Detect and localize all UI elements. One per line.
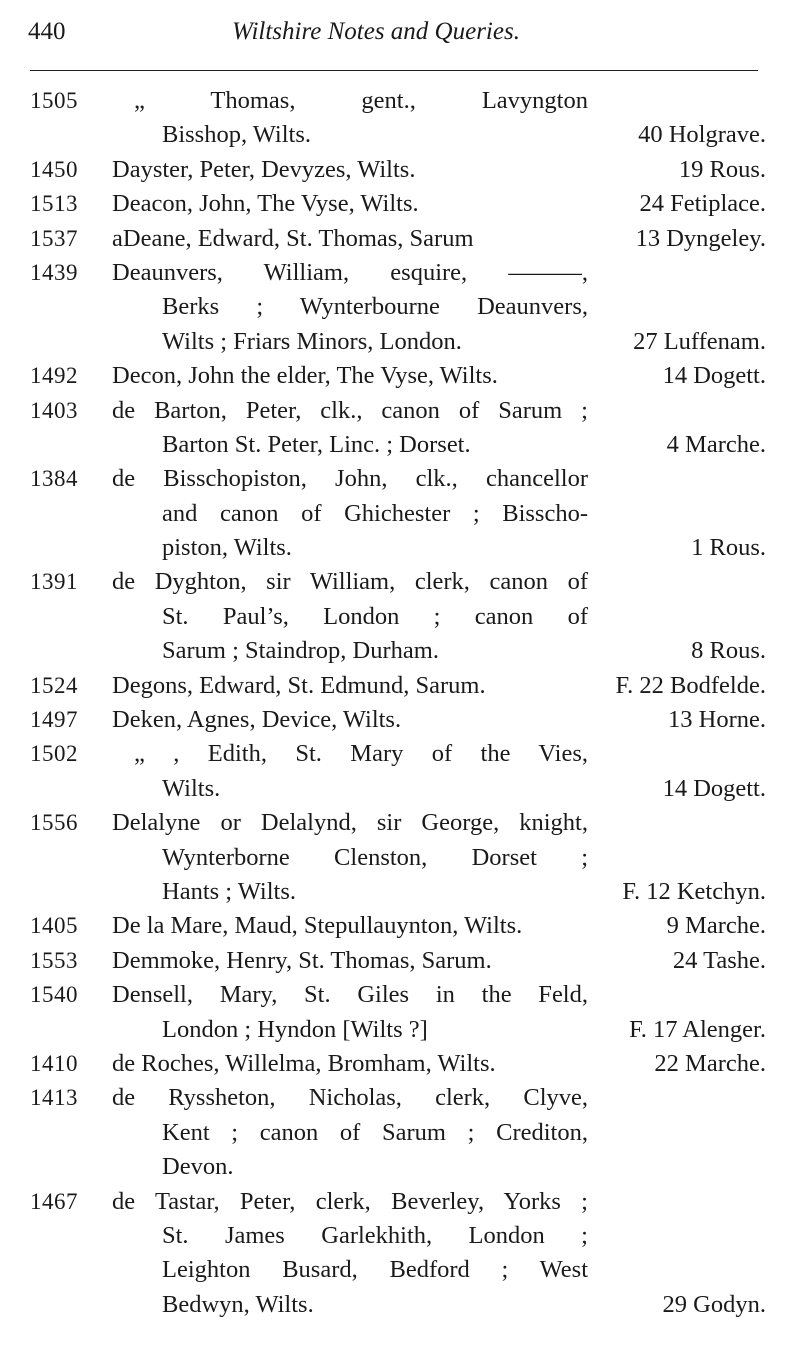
entry-year: 1524: [30, 672, 78, 698]
entry-text: de Dyghton, sir William, clerk, canon of: [112, 568, 588, 596]
entry-year: 1410: [30, 1050, 78, 1076]
entry-line: [0, 703, 800, 737]
register-entry: [0, 703, 800, 737]
entry-text: Deaunvers, William, esquire, ———,: [112, 258, 588, 286]
entry-line: [0, 359, 800, 393]
entry-text: Bisshop, Wilts.: [162, 121, 311, 149]
entry-text: Decon, John the elder, The Vyse, Wilts.: [112, 362, 498, 390]
entry-reference: 1 Rous.: [691, 534, 766, 562]
entry-year: 1556: [30, 810, 78, 836]
entry-list: [0, 84, 800, 1322]
entry-reference: 9 Marche.: [666, 912, 766, 940]
entry-reference: 29 Godyn.: [662, 1290, 766, 1318]
register-entry: [0, 394, 800, 463]
entry-reference: 40 Holgrave.: [638, 121, 766, 149]
register-entry: [0, 978, 800, 1047]
register-entry: [0, 187, 800, 221]
entry-line: [0, 875, 800, 909]
entry-line: [0, 256, 800, 290]
register-entry: [0, 256, 800, 359]
entry-year: 1467: [30, 1188, 78, 1214]
entry-text: Wilts ; Friars Minors, London.: [162, 327, 462, 355]
running-title: Wiltshire Notes and Queries.: [232, 18, 520, 45]
entry-text: Deken, Agnes, Device, Wilts.: [112, 706, 402, 734]
entry-line: [0, 394, 800, 428]
entry-line: [0, 806, 800, 840]
entry-year: 1540: [30, 982, 78, 1008]
entry-reference: 22 Marche.: [654, 1049, 766, 1077]
entry-line: [0, 1081, 800, 1115]
entry-year: 1413: [30, 1085, 78, 1111]
entry-text: St. James Garlekhith, London ;: [162, 1221, 588, 1249]
entry-line: [0, 1013, 800, 1047]
entry-year: 1513: [30, 191, 78, 217]
entry-year: 1502: [30, 741, 78, 767]
entry-line: [0, 1150, 800, 1184]
entry-text: piston, Wilts.: [162, 534, 292, 562]
entry-text: de Barton, Peter, clk., canon of Sarum ;: [112, 396, 588, 424]
entry-line: [0, 1288, 800, 1322]
entry-line: [0, 634, 800, 668]
entry-line: [0, 462, 800, 496]
entry-text: Barton St. Peter, Linc. ; Dorset.: [162, 430, 471, 458]
entry-line: [0, 118, 800, 152]
entry-text: Dayster, Peter, Devyzes, Wilts.: [112, 155, 416, 183]
register-entry: [0, 462, 800, 565]
entry-reference: 14 Dogett.: [662, 362, 766, 390]
entry-text: de Bisschopiston, John, clk., chancellor: [112, 465, 588, 493]
entry-reference: 4 Marche.: [666, 430, 766, 458]
entry-text: London ; Hyndon [Wilts ?]: [162, 1015, 428, 1043]
entry-line: [0, 1253, 800, 1287]
entry-text: „ Thomas, gent., Lavyngton: [134, 87, 588, 114]
entry-text: Devon.: [162, 1153, 234, 1181]
entry-text: Sarum ; Staindrop, Durham.: [162, 637, 439, 665]
entry-reference: 13 Horne.: [668, 706, 766, 734]
entry-text: Wilts.: [162, 774, 221, 802]
entry-text: Deacon, John, The Vyse, Wilts.: [112, 190, 419, 218]
register-entry: [0, 1185, 800, 1323]
register-entry: [0, 1047, 800, 1081]
entry-year: 1403: [30, 397, 78, 423]
register-entry: [0, 909, 800, 943]
entry-text: De la Mare, Maud, Stepullauynton, Wilts.: [112, 912, 523, 940]
entry-text: St. Paul’s, London ; canon of: [162, 602, 588, 630]
entry-text: de Ryssheton, Nicholas, clerk, Clyve,: [112, 1084, 588, 1112]
entry-text: Hants ; Wilts.: [162, 877, 296, 905]
register-entry: [0, 669, 800, 703]
entry-line: [0, 772, 800, 806]
register-entry: [0, 1081, 800, 1184]
entry-text: Degons, Edward, St. Edmund, Sarum.: [112, 671, 486, 699]
entry-line: [0, 187, 800, 221]
entry-line: [0, 669, 800, 703]
entry-year: 1553: [30, 947, 78, 973]
entry-line: [0, 531, 800, 565]
page-header: [28, 18, 768, 58]
register-entry: [0, 359, 800, 393]
register-entry: [0, 222, 800, 256]
entry-reference: F. 12 Ketchyn.: [622, 877, 766, 905]
entry-line: [0, 153, 800, 187]
register-entry: [0, 565, 800, 668]
entry-reference: 24 Fetiplace.: [639, 190, 766, 218]
entry-reference: 13 Dyngeley.: [635, 224, 766, 252]
entry-text: de Tastar, Peter, clerk, Beverley, Yorks ;: [112, 1187, 588, 1215]
entry-year: 1492: [30, 363, 78, 389]
register-entry: [0, 944, 800, 978]
entry-text: Demmoke, Henry, St. Thomas, Sarum.: [112, 946, 492, 974]
entry-line: [0, 944, 800, 978]
entry-year: 1497: [30, 707, 78, 733]
entry-text: Berks ; Wynterbourne Deaunvers,: [162, 293, 588, 321]
entry-line: [0, 841, 800, 875]
header-rule: [30, 70, 758, 71]
entry-year: 1537: [30, 225, 78, 251]
register-entry: [0, 737, 800, 806]
entry-year: 1405: [30, 913, 78, 939]
entry-text: aDeane, Edward, St. Thomas, Sarum: [112, 224, 474, 252]
entry-line: [0, 1116, 800, 1150]
entry-text: Delalyne or Delalynd, sir George, knight,: [112, 809, 588, 837]
entry-line: [0, 290, 800, 324]
entry-line: [0, 428, 800, 462]
register-entry: [0, 153, 800, 187]
entry-text: Bedwyn, Wilts.: [162, 1290, 314, 1318]
entry-line: [0, 497, 800, 531]
register-entry: [0, 806, 800, 909]
entry-line: [0, 737, 800, 771]
entry-text: Leighton Busard, Bedford ; West: [162, 1256, 588, 1284]
entry-line: [0, 600, 800, 634]
entry-line: [0, 1047, 800, 1081]
register-entry: [0, 84, 800, 153]
entry-line: [0, 1185, 800, 1219]
entry-reference: 24 Tashe.: [672, 946, 766, 974]
entry-line: [0, 978, 800, 1012]
entry-text: Densell, Mary, St. Giles in the Feld,: [112, 981, 588, 1009]
entry-year: 1505: [30, 88, 78, 113]
entry-line: [0, 325, 800, 359]
entry-year: 1450: [30, 156, 78, 182]
entry-line: [0, 84, 800, 118]
entry-text: „ , Edith, St. Mary of the Vies,: [134, 740, 588, 768]
entry-text: Wynterborne Clenston, Dorset ;: [162, 843, 588, 871]
entry-text: de Roches, Willelma, Bromham, Wilts.: [112, 1049, 496, 1077]
entry-text: and canon of Ghichester ; Bisscho-: [162, 499, 588, 527]
entry-year: 1439: [30, 259, 78, 285]
entry-reference: 14 Dogett.: [662, 774, 766, 802]
entry-reference: 8 Rous.: [691, 637, 766, 665]
entry-reference: 27 Luffenam.: [633, 327, 766, 355]
entry-year: 1384: [30, 466, 78, 492]
entry-reference: 19 Rous.: [678, 155, 766, 183]
entry-line: [0, 565, 800, 599]
entry-year: 1391: [30, 569, 78, 595]
entry-text: Kent ; canon of Sarum ; Crediton,: [162, 1118, 588, 1146]
page-number: 440: [28, 18, 66, 45]
entry-line: [0, 909, 800, 943]
entry-line: [0, 1219, 800, 1253]
entry-reference: F. 17 Alenger.: [629, 1015, 766, 1043]
entry-reference: F. 22 Bodfelde.: [615, 671, 766, 699]
entry-line: [0, 222, 800, 256]
